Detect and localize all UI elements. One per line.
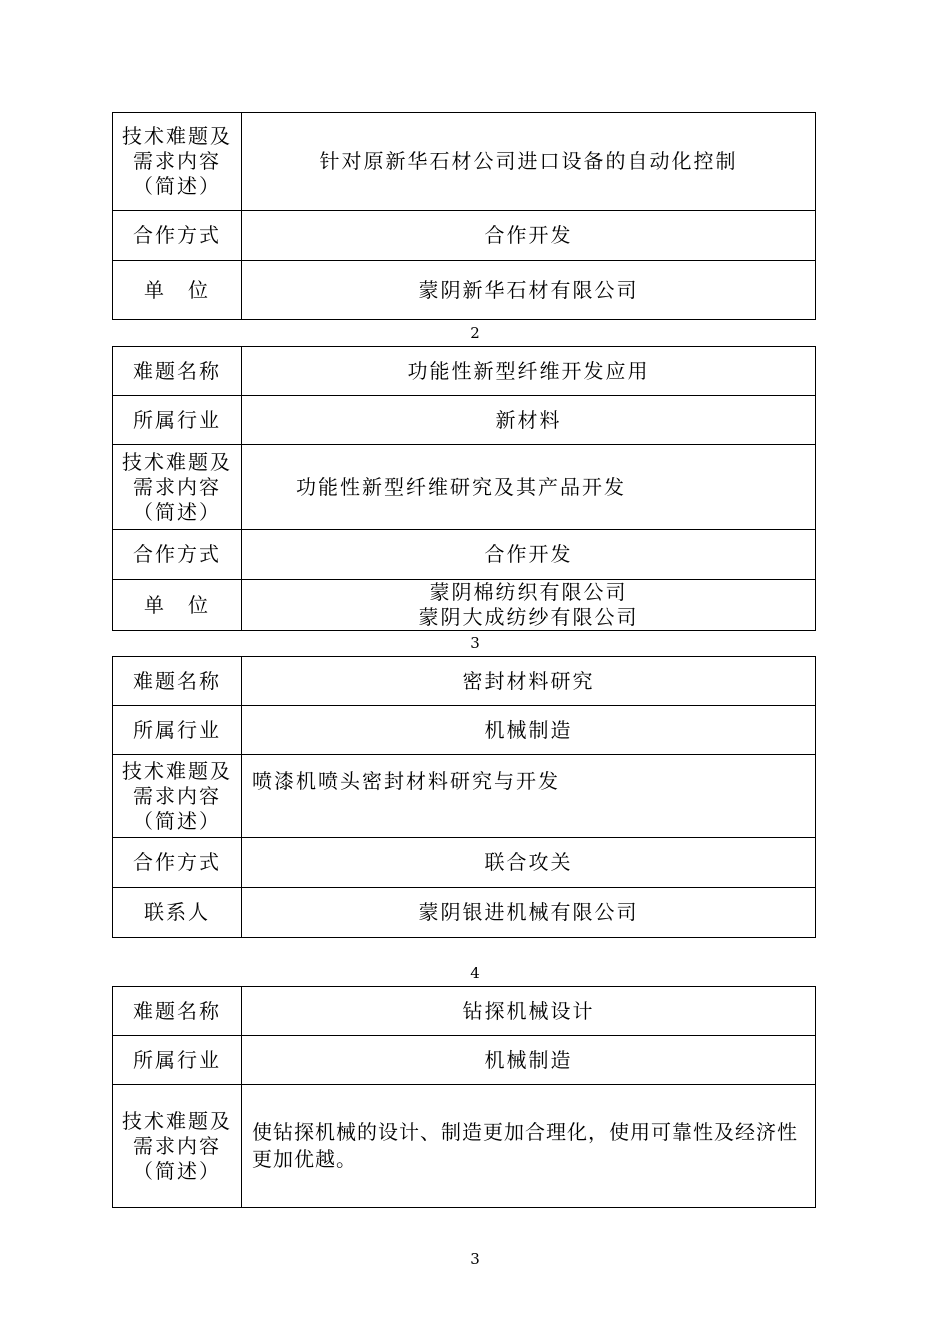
coop-label: 合作方式: [113, 211, 242, 261]
table-row: [113, 445, 816, 530]
table-row: [113, 987, 816, 1036]
table-row: [113, 838, 816, 888]
industry-value: 机械制造: [242, 1036, 816, 1085]
coop-value: 合作开发: [242, 530, 816, 580]
title-label: 难题名称: [113, 657, 242, 706]
title-value: 钻探机械设计: [242, 987, 816, 1036]
desc-value: 针对原新华石材公司进口设备的自动化控制: [242, 113, 816, 211]
unit-label: 单 位: [113, 261, 242, 320]
desc-value: 功能性新型纤维研究及其产品开发: [242, 445, 816, 530]
table-row: [113, 530, 816, 580]
unit-label: 单 位: [113, 580, 242, 631]
table-row: [113, 261, 816, 320]
coop-value: 联合攻关: [242, 838, 816, 888]
table-row: [113, 657, 816, 706]
desc-label: 技术难题及 需求内容 （简述）: [113, 755, 242, 838]
table-row: [113, 396, 816, 445]
title-value: 功能性新型纤维开发应用: [242, 347, 816, 396]
table-row: [113, 1085, 816, 1208]
desc-value: 喷漆机喷头密封材料研究与开发: [242, 755, 816, 838]
coop-value: 合作开发: [242, 211, 816, 261]
page-number: 3: [470, 1250, 480, 1268]
section-number: 3: [470, 634, 480, 652]
table-row: [113, 706, 816, 755]
table-2: [112, 346, 816, 631]
unit-value: 蒙阴新华石材有限公司: [242, 261, 816, 320]
table-row: [113, 211, 816, 261]
title-value: 密封材料研究: [242, 657, 816, 706]
industry-label: 所属行业: [113, 1036, 242, 1085]
desc-label: 技术难题及 需求内容 （简述）: [113, 445, 242, 530]
section-number: 4: [470, 964, 480, 982]
unit-value: 蒙阴棉纺织有限公司 蒙阴大成纺纱有限公司: [242, 580, 816, 631]
title-label: 难题名称: [113, 987, 242, 1036]
desc-label: 技术难题及 需求内容 （简述）: [113, 113, 242, 211]
title-label: 难题名称: [113, 347, 242, 396]
industry-value: 机械制造: [242, 706, 816, 755]
desc-label: 技术难题及 需求内容 （简述）: [113, 1085, 242, 1208]
desc-value: 使钻探机械的设计、制造更加合理化，使用可靠性及经济性更加优越。: [242, 1085, 816, 1208]
table-row: [113, 755, 816, 838]
table-3: [112, 656, 816, 938]
table-1: [112, 112, 816, 320]
table-row: [113, 113, 816, 211]
coop-label: 合作方式: [113, 838, 242, 888]
table-4: [112, 986, 816, 1208]
industry-value: 新材料: [242, 396, 816, 445]
section-number: 2: [470, 324, 480, 342]
contact-label: 联系人: [113, 888, 242, 938]
coop-label: 合作方式: [113, 530, 242, 580]
industry-label: 所属行业: [113, 706, 242, 755]
table-row: [113, 347, 816, 396]
contact-value: 蒙阴银进机械有限公司: [242, 888, 816, 938]
industry-label: 所属行业: [113, 396, 242, 445]
table-row: [113, 580, 816, 631]
table-row: [113, 888, 816, 938]
table-row: [113, 1036, 816, 1085]
